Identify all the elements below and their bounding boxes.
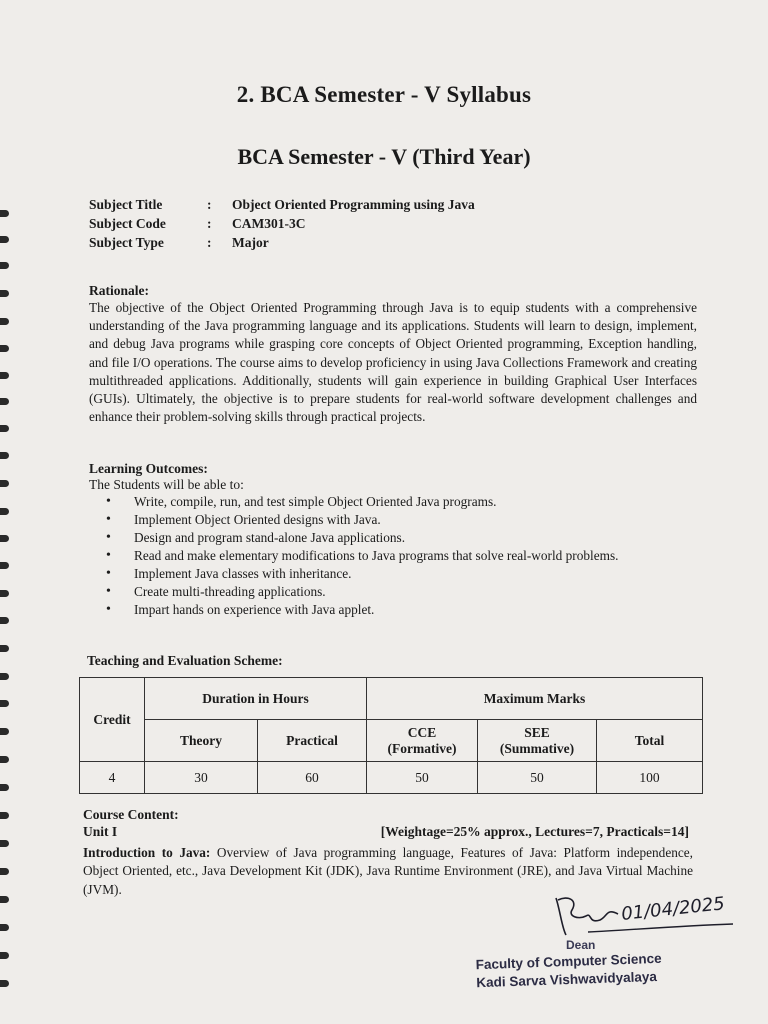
signature-underline bbox=[588, 924, 733, 932]
page-title: 2. BCA Semester - V Syllabus bbox=[236, 82, 532, 107]
unit-weightage: [Weightage=25% approx., Lectures=7, Practicals=14] bbox=[380, 824, 689, 839]
rationale-heading: Rationale: bbox=[89, 283, 149, 298]
colon: : bbox=[207, 235, 212, 250]
subject-title-label: Subject Title bbox=[89, 197, 163, 212]
course-content-heading: Course Content: bbox=[83, 807, 179, 822]
subject-details bbox=[89, 197, 475, 254]
list-item: • Read and make elementary modifications to Java programs that solve real-world problems. bbox=[104, 547, 664, 565]
theory-header: Theory bbox=[145, 720, 258, 762]
list-item: • Design and program stand-alone Java applications. bbox=[104, 529, 664, 547]
page-subtitle: BCA Semester - V (Third Year) bbox=[237, 144, 531, 169]
cce-value: 50 bbox=[367, 762, 478, 794]
see-sublabel: (Summative) bbox=[499, 740, 575, 756]
cce-header bbox=[367, 720, 478, 762]
list-item: • Write, compile, run, and test simple Object Oriented Java programs. bbox=[104, 493, 664, 511]
unit-intro-text: Overview of Java programming language, Features of Java: Platform independence, Object Oriented, etc., Java Development Kit (JDK), Java Runtime Environment (JRE), and Java Virtual Machine (JVM). bbox=[83, 845, 693, 897]
list-item: • Impart hands on experience with Java applet. bbox=[104, 601, 664, 619]
total-value: 100 bbox=[597, 762, 703, 794]
see-label: SEE bbox=[524, 724, 550, 740]
colon: : bbox=[207, 197, 212, 212]
practical-value: 60 bbox=[258, 762, 367, 794]
rationale-text: The objective of the Object Oriented Programming through Java is to equip students with a comprehensive understanding of the Java programming language and its applications. Students will learn to design, implement, and debug Java programs while grasping core concepts of Object Oriented programming, Exception handling, and file I/O operations. The course aims to develop proficiency in using Java Collections Framework and creating multithreaded applications. Additionally, students will gain experience in building Graphical User Interfaces (GUIs). Ultimately, the objective is to prepare students for real-world software development challenges and enhance their problem-solving skills through practical projects. bbox=[89, 300, 697, 425]
cce-label: CCE bbox=[407, 724, 437, 740]
learning-outcomes-list bbox=[104, 493, 664, 619]
unit-line bbox=[83, 824, 689, 840]
see-header bbox=[478, 720, 597, 762]
total-header: Total bbox=[597, 720, 703, 762]
stamp-university: Kadi Sarva Vishwavidyalaya bbox=[476, 968, 658, 991]
colon: : bbox=[207, 216, 212, 231]
subject-title-value: Object Oriented Programming using Java bbox=[232, 197, 475, 212]
signature-date: 01/04/2025 bbox=[620, 893, 726, 925]
subject-type-value: Major bbox=[232, 235, 269, 250]
table-row bbox=[80, 762, 703, 794]
signature-stroke bbox=[556, 898, 618, 935]
subject-code-value: CAM301-3C bbox=[232, 216, 306, 231]
unit-intro-label: Introduction to Java: bbox=[83, 845, 211, 860]
scheme-heading: Teaching and Evaluation Scheme: bbox=[87, 653, 283, 668]
learning-outcomes-heading: Learning Outcomes: bbox=[89, 461, 208, 476]
unit-title: Unit I bbox=[83, 824, 118, 839]
see-value: 50 bbox=[478, 762, 597, 794]
subject-type-row bbox=[89, 235, 475, 254]
subject-type-label: Subject Type bbox=[89, 235, 164, 250]
stamp-faculty: Faculty of Computer Science bbox=[475, 950, 662, 973]
max-marks-header: Maximum Marks bbox=[367, 678, 703, 720]
list-item: • Implement Java classes with inheritance. bbox=[104, 565, 664, 583]
subject-title-row bbox=[89, 197, 475, 216]
evaluation-scheme-table bbox=[79, 677, 703, 794]
subject-code-label: Subject Code bbox=[89, 216, 166, 231]
credit-header: Credit bbox=[80, 678, 145, 762]
faculty-stamp bbox=[475, 950, 662, 992]
cce-sublabel: (Formative) bbox=[387, 740, 457, 756]
theory-value: 30 bbox=[145, 762, 258, 794]
learning-outcomes-intro: The Students will be able to: bbox=[89, 477, 244, 492]
list-item: • Implement Object Oriented designs with Java. bbox=[104, 511, 664, 529]
list-item: • Create multi-threading applications. bbox=[104, 583, 664, 601]
credit-value: 4 bbox=[80, 762, 145, 794]
subject-code-row bbox=[89, 216, 475, 235]
dean-label: Dean bbox=[566, 938, 596, 952]
duration-header: Duration in Hours bbox=[145, 678, 367, 720]
practical-header: Practical bbox=[258, 720, 367, 762]
